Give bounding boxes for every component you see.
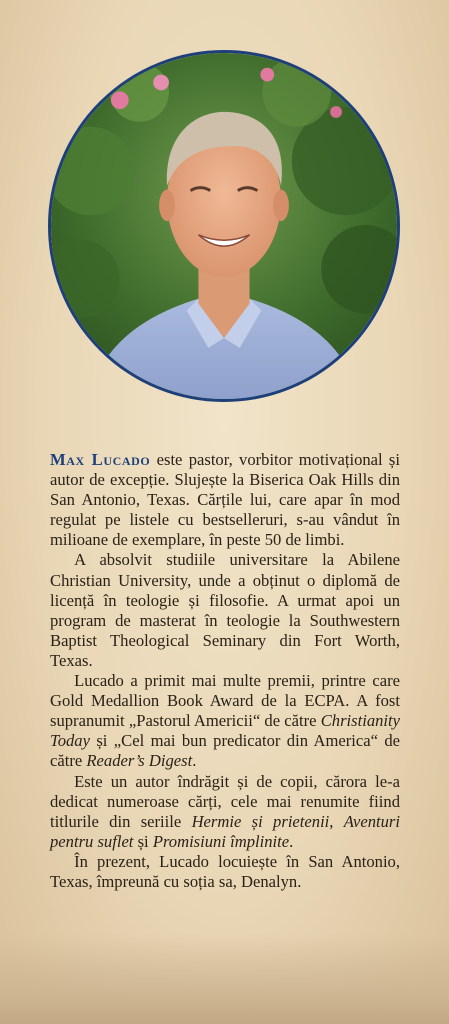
bio-p4-text-g: .: [289, 831, 294, 851]
author-name: Max Lucado: [50, 450, 151, 469]
bio-p3-text-a: Lucado a primit mai multe premii, printre care Gold Medallion Book Award de la ECPA. A fost supranumit „Pastorul Americii“ de către: [50, 671, 400, 731]
bio-p3-magazine-2: Reader’s Digest: [86, 751, 193, 771]
bio-p4-text-a: Este un autor îndrăgit și de copii, cărora le-a dedicat numeroase cărți, cele mai renumite fiind titlurile din seriile: [50, 771, 400, 831]
paper-bottom-shading: [0, 934, 449, 1024]
author-portrait: [48, 50, 400, 402]
bio-p4-series-3: Promisiuni împlinite: [152, 831, 290, 851]
bio-paragraph-5: În prezent, Lucado locuiește în San Antonio, Texas, împreună cu soția sa, Denalyn.: [50, 851, 400, 891]
bio-paragraph-1: [50, 450, 400, 550]
bio-paragraph-3: [50, 671, 400, 771]
bio-p3-text-e: .: [192, 751, 197, 771]
bio-p3-text-c: și „Cel mai bun predicator din America“ de către: [50, 731, 400, 771]
bio-p4-text-c: ,: [329, 811, 344, 831]
bio-p4-series-2: Aventuri pentru suflet: [50, 811, 401, 851]
bio-p4-text-e: și: [133, 831, 153, 851]
bio-paragraph-2: A absolvit studiile universitare la Abilene Christian University, unde a obținut o diplomă de licență în teologie și filosofie. A urmat apoi un program de masterat în teologie la Southwestern Baptist Theological Seminary din Fort Worth, Texas.: [50, 550, 400, 670]
bio-p4-series-1: Hermie și prietenii: [191, 811, 330, 831]
bio-p3-magazine-1: Christianity Today: [50, 711, 400, 751]
author-bio: [50, 450, 400, 892]
bio-paragraph-1-text: este pastor, vorbitor motivațional și autor de excepție. Slujește la Biserica Oak Hills din San Antonio, Texas. Cărțile lui, care apar în mod regulat pe listele cu bestselleruri, s-au vândut în milioane de exemplare, în peste 50 de limbi.: [50, 450, 400, 550]
bio-paragraph-4: [50, 772, 400, 852]
